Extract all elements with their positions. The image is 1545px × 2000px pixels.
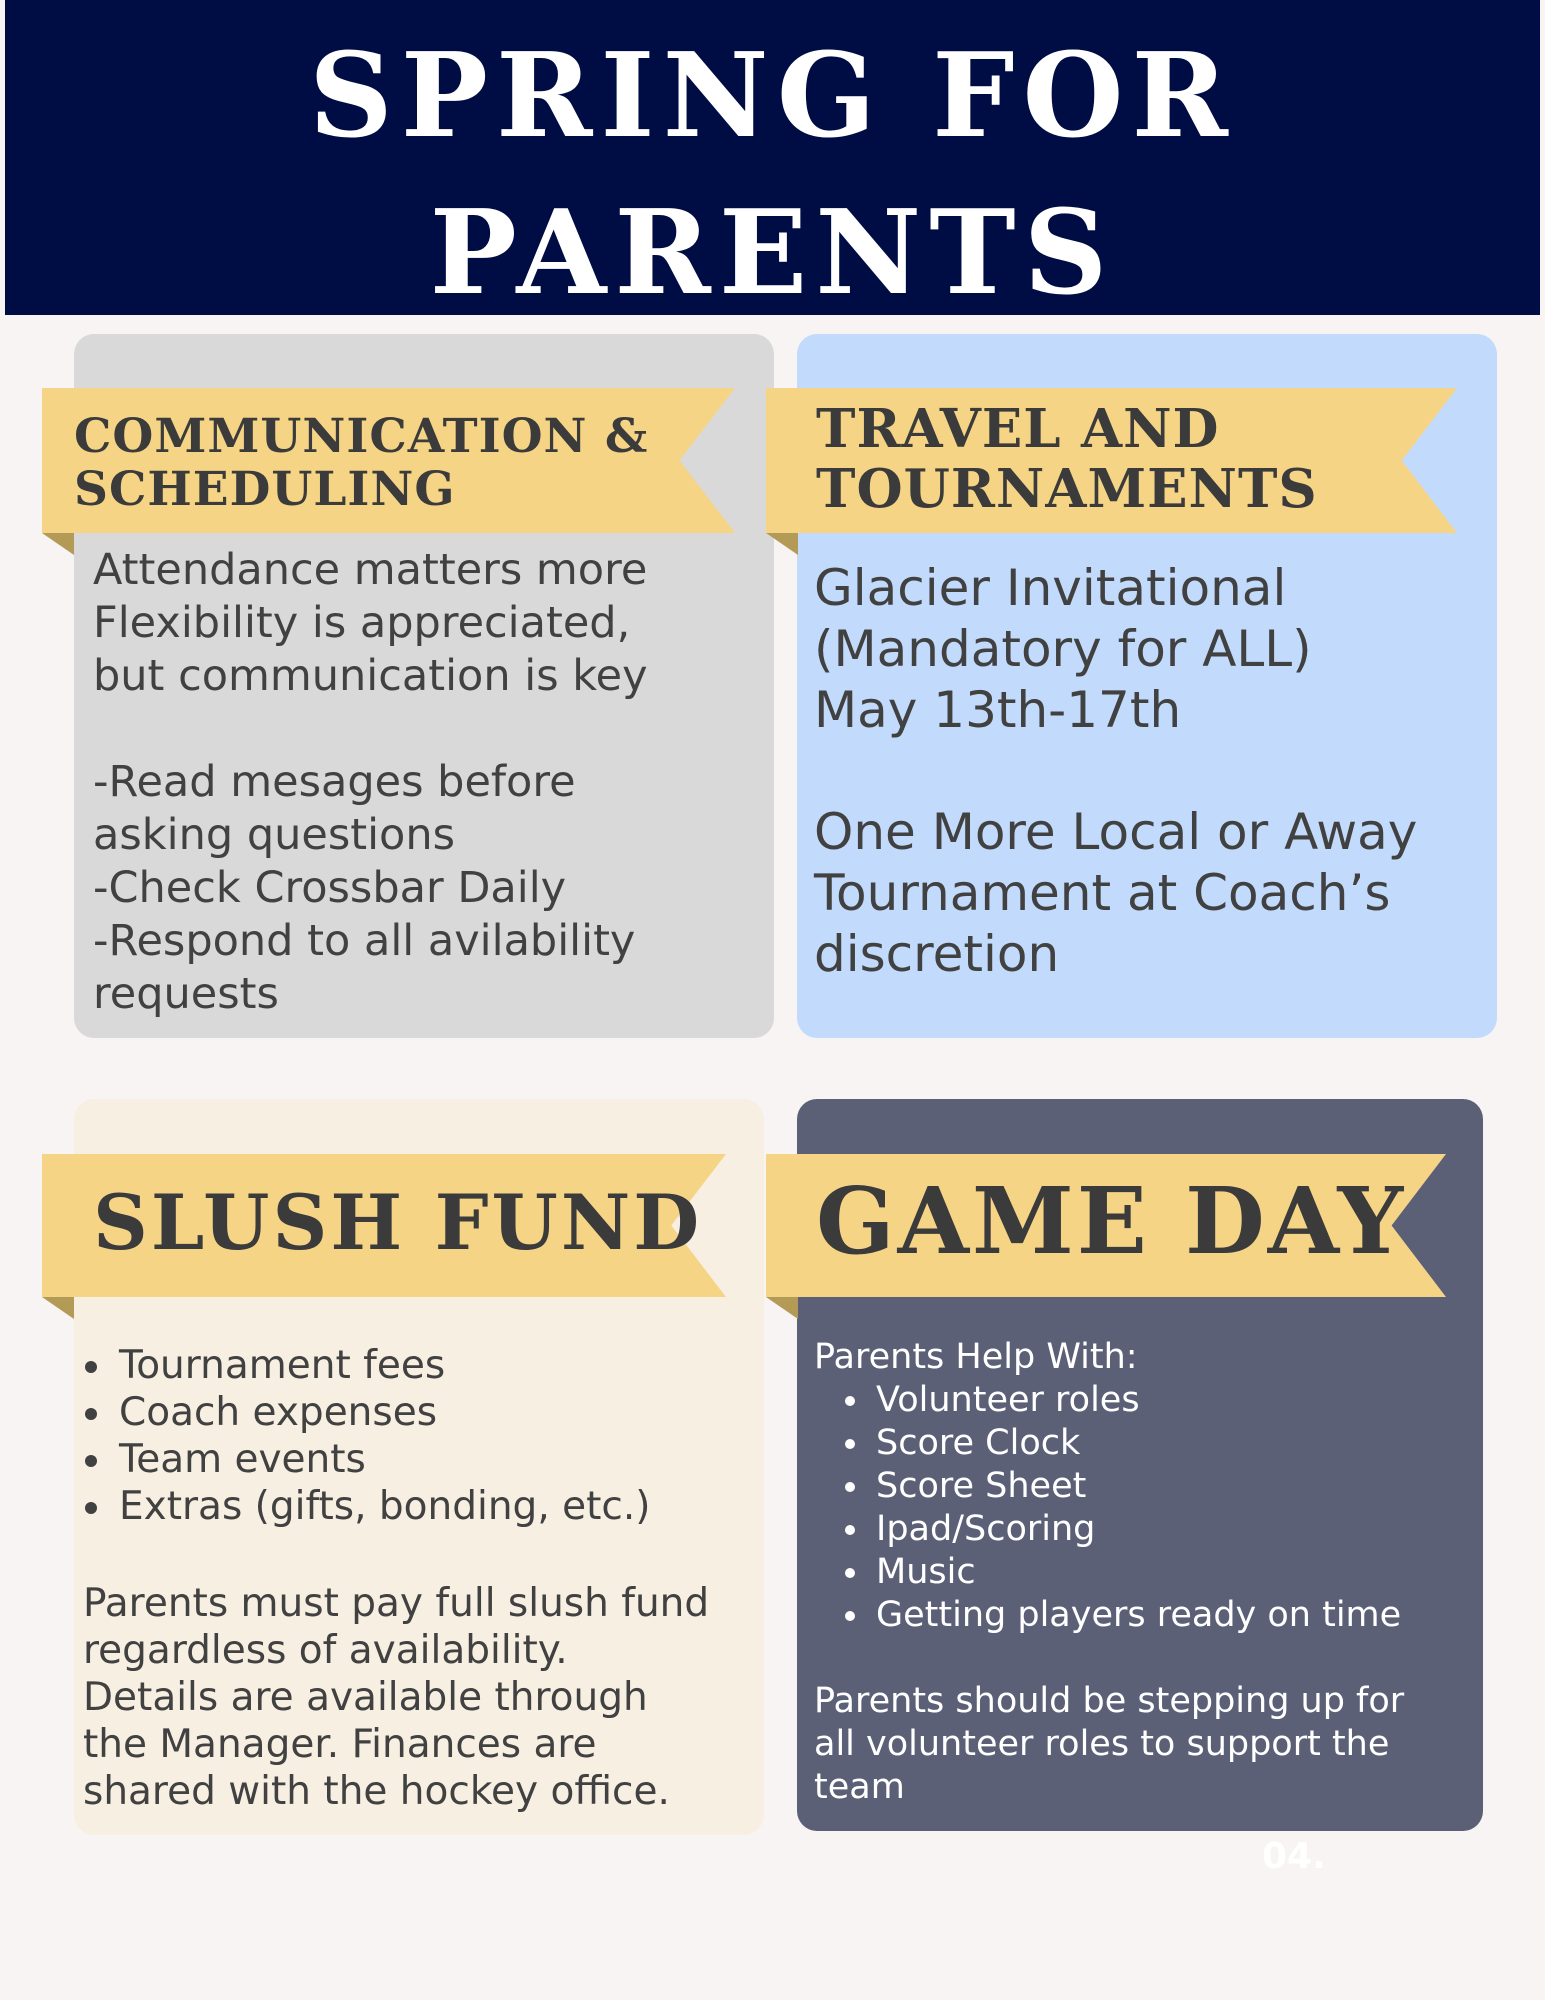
communication-heading: COMMUNICATION & SCHEDULING <box>74 409 649 518</box>
list-item: • Ipad/Scoring <box>872 1508 1404 1551</box>
tip-line: requests <box>93 969 279 1019</box>
slush-fund-heading: SLUSH FUND <box>93 1178 703 1267</box>
list-item: • Score Sheet <box>872 1465 1404 1508</box>
communication-ribbon-fold <box>42 533 74 555</box>
game-day-intro: Parents Help With: <box>814 1337 1138 1377</box>
list-item: • Volunteer roles <box>872 1379 1404 1422</box>
list-item: • Music <box>872 1551 1404 1594</box>
list-item: • Extras (gifts, bonding, etc.) <box>115 1483 650 1530</box>
travel-body: Glacier Invitational (Mandatory for ALL) May 13th-17th One More Local or Away Tournament at Coach’s discretion <box>814 559 1418 983</box>
list-item: • Getting players ready on time <box>872 1594 1404 1637</box>
travel-heading: TRAVEL AND TOURNAMENTS <box>816 398 1318 520</box>
list-item: • Tournament fees <box>115 1342 650 1389</box>
slush-fund-ribbon-fold <box>42 1297 74 1319</box>
slush-fund-list <box>47 1342 650 1530</box>
title-line-2: PARENTS <box>429 185 1116 321</box>
tip-line: -Check Crossbar Daily <box>93 863 567 913</box>
communication-body: Attendance matters more Flexibility is appreciated, but communication is key -Read mesages before asking questions -Check Crossbar Daily -Respond to all avilability requests <box>93 545 648 1019</box>
page-number: 04. <box>1262 1836 1326 1877</box>
list-item: • Coach expenses <box>115 1389 650 1436</box>
tip-line: -Read mesages before <box>93 757 576 807</box>
title-line-1: SPRING FOR <box>309 28 1236 164</box>
list-item: • Score Clock <box>872 1422 1404 1465</box>
game-day-heading: GAME DAY <box>816 1167 1407 1275</box>
header-banner <box>5 0 1540 321</box>
game-day-body: Parents Help With: • Volunteer roles • Score Clock • Score Sheet • Ipad/Scoring • Music • Getting players ready on time Parents should be stepping up for all volunteer roles to support the team <box>814 1336 1404 1809</box>
tip-line: -Respond to all avilability <box>93 916 636 966</box>
game-day-ribbon-fold <box>766 1297 798 1319</box>
list-item: • Team events <box>115 1436 650 1483</box>
tip-line: asking questions <box>93 810 455 860</box>
slush-fund-note: Parents must pay full slush fund regardless of availability. Details are available through the Manager. Finances are shared with the hockey office. <box>83 1581 710 1814</box>
